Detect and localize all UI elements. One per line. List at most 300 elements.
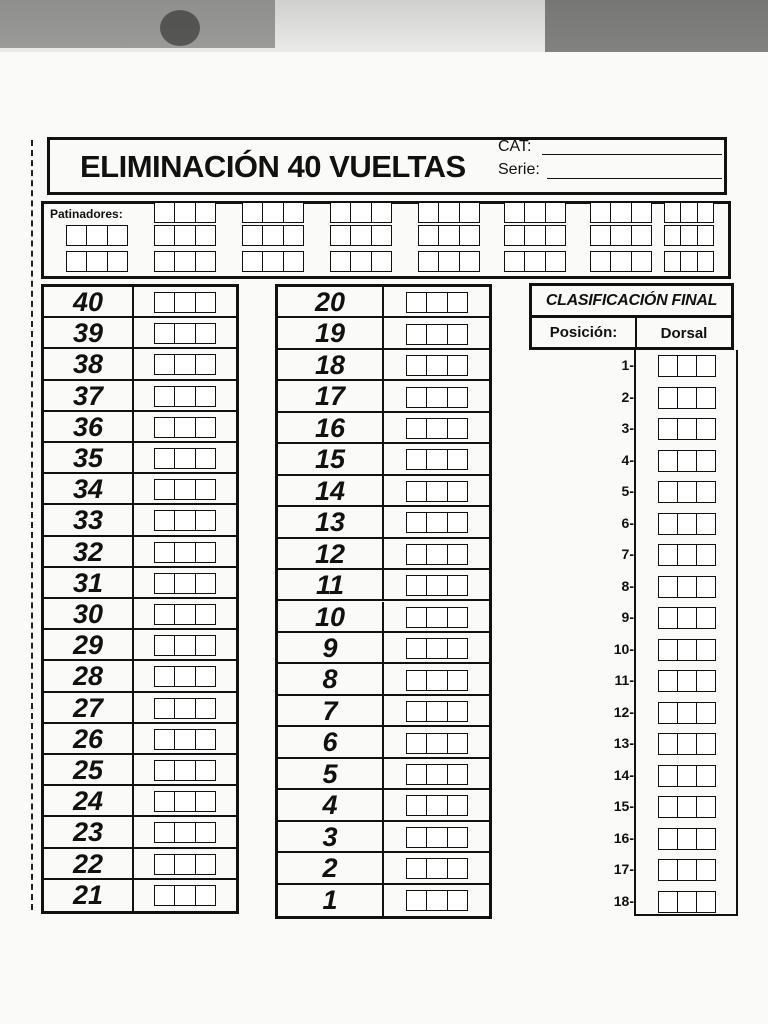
digit-cell[interactable] xyxy=(697,514,715,534)
digit-cell[interactable] xyxy=(697,545,715,565)
digit-cell[interactable] xyxy=(448,828,467,847)
final-dorsal-field[interactable] xyxy=(658,859,716,881)
digit-cell[interactable] xyxy=(372,226,391,245)
digit-cell[interactable] xyxy=(665,203,681,222)
digit-cell[interactable] xyxy=(196,761,215,780)
digit-cell[interactable] xyxy=(427,545,447,564)
digit-cell[interactable] xyxy=(175,355,195,374)
final-dorsal-field[interactable] xyxy=(658,513,716,535)
lap-dorsal-field[interactable] xyxy=(406,890,468,911)
digit-cell[interactable] xyxy=(678,514,697,534)
digit-cell[interactable] xyxy=(175,543,195,562)
lap-dorsal-field[interactable] xyxy=(154,666,216,687)
patinador-number[interactable] xyxy=(664,225,714,246)
digit-cell[interactable] xyxy=(427,450,447,469)
digit-cell[interactable] xyxy=(678,734,697,754)
lap-dorsal-field[interactable] xyxy=(406,355,468,376)
digit-cell[interactable] xyxy=(331,226,351,245)
digit-cell[interactable] xyxy=(155,355,175,374)
lap-dorsal-field[interactable] xyxy=(154,635,216,656)
digit-cell[interactable] xyxy=(448,325,467,344)
digit-cell[interactable] xyxy=(427,702,447,721)
digit-cell[interactable] xyxy=(196,730,215,749)
digit-cell[interactable] xyxy=(87,226,107,245)
digit-cell[interactable] xyxy=(659,860,678,880)
lap-dorsal-field[interactable] xyxy=(406,512,468,533)
digit-cell[interactable] xyxy=(697,640,715,660)
patinador-number[interactable] xyxy=(664,251,714,272)
digit-cell[interactable] xyxy=(108,252,127,271)
digit-cell[interactable] xyxy=(155,667,175,686)
lap-dorsal-field[interactable] xyxy=(154,885,216,906)
digit-cell[interactable] xyxy=(665,226,681,245)
digit-cell[interactable] xyxy=(407,450,427,469)
digit-cell[interactable] xyxy=(196,252,215,271)
digit-cell[interactable] xyxy=(407,891,427,910)
lap-dorsal-field[interactable] xyxy=(154,323,216,344)
digit-cell[interactable] xyxy=(659,419,678,439)
digit-cell[interactable] xyxy=(427,891,447,910)
digit-cell[interactable] xyxy=(659,451,678,471)
digit-cell[interactable] xyxy=(697,356,715,376)
patinador-number[interactable] xyxy=(418,251,480,272)
digit-cell[interactable] xyxy=(697,766,715,786)
lap-dorsal-field[interactable] xyxy=(406,292,468,313)
lap-dorsal-field[interactable] xyxy=(406,858,468,879)
digit-cell[interactable] xyxy=(427,796,447,815)
digit-cell[interactable] xyxy=(525,252,545,271)
digit-cell[interactable] xyxy=(87,252,107,271)
digit-cell[interactable] xyxy=(407,513,427,532)
digit-cell[interactable] xyxy=(460,203,479,222)
digit-cell[interactable] xyxy=(407,325,427,344)
digit-cell[interactable] xyxy=(175,293,195,312)
digit-cell[interactable] xyxy=(505,203,525,222)
digit-cell[interactable] xyxy=(697,829,715,849)
digit-cell[interactable] xyxy=(659,892,678,912)
digit-cell[interactable] xyxy=(659,356,678,376)
digit-cell[interactable] xyxy=(175,792,195,811)
digit-cell[interactable] xyxy=(448,671,467,690)
final-dorsal-field[interactable] xyxy=(658,891,716,913)
digit-cell[interactable] xyxy=(155,418,175,437)
digit-cell[interactable] xyxy=(284,252,303,271)
digit-cell[interactable] xyxy=(632,203,651,222)
patinador-number[interactable] xyxy=(66,251,128,272)
digit-cell[interactable] xyxy=(196,387,215,406)
digit-cell[interactable] xyxy=(155,761,175,780)
digit-cell[interactable] xyxy=(284,203,303,222)
digit-cell[interactable] xyxy=(196,855,215,874)
patinador-number[interactable] xyxy=(590,251,652,272)
digit-cell[interactable] xyxy=(196,605,215,624)
digit-cell[interactable] xyxy=(546,252,565,271)
digit-cell[interactable] xyxy=(546,226,565,245)
digit-cell[interactable] xyxy=(155,886,175,905)
lap-dorsal-field[interactable] xyxy=(154,417,216,438)
lap-dorsal-field[interactable] xyxy=(406,795,468,816)
digit-cell[interactable] xyxy=(448,639,467,658)
digit-cell[interactable] xyxy=(419,203,439,222)
digit-cell[interactable] xyxy=(351,226,371,245)
digit-cell[interactable] xyxy=(155,636,175,655)
digit-cell[interactable] xyxy=(155,792,175,811)
digit-cell[interactable] xyxy=(448,796,467,815)
digit-cell[interactable] xyxy=(448,608,467,627)
digit-cell[interactable] xyxy=(351,203,371,222)
digit-cell[interactable] xyxy=(427,859,447,878)
digit-cell[interactable] xyxy=(697,797,715,817)
digit-cell[interactable] xyxy=(427,482,447,501)
digit-cell[interactable] xyxy=(372,252,391,271)
digit-cell[interactable] xyxy=(196,792,215,811)
digit-cell[interactable] xyxy=(67,226,87,245)
patinador-number[interactable] xyxy=(418,202,480,223)
final-dorsal-field[interactable] xyxy=(658,639,716,661)
digit-cell[interactable] xyxy=(427,388,447,407)
digit-cell[interactable] xyxy=(175,203,195,222)
patinador-number[interactable] xyxy=(242,251,304,272)
digit-cell[interactable] xyxy=(678,419,697,439)
digit-cell[interactable] xyxy=(196,636,215,655)
lap-dorsal-field[interactable] xyxy=(154,386,216,407)
digit-cell[interactable] xyxy=(448,482,467,501)
digit-cell[interactable] xyxy=(591,252,611,271)
digit-cell[interactable] xyxy=(678,892,697,912)
digit-cell[interactable] xyxy=(611,226,631,245)
lap-dorsal-field[interactable] xyxy=(154,854,216,875)
lap-dorsal-field[interactable] xyxy=(154,729,216,750)
digit-cell[interactable] xyxy=(196,543,215,562)
digit-cell[interactable] xyxy=(419,226,439,245)
digit-cell[interactable] xyxy=(678,860,697,880)
digit-cell[interactable] xyxy=(196,418,215,437)
cat-field[interactable] xyxy=(542,154,722,155)
patinador-number[interactable] xyxy=(154,251,216,272)
final-dorsal-field[interactable] xyxy=(658,387,716,409)
lap-dorsal-field[interactable] xyxy=(406,827,468,848)
digit-cell[interactable] xyxy=(659,766,678,786)
digit-cell[interactable] xyxy=(659,545,678,565)
digit-cell[interactable] xyxy=(175,855,195,874)
lap-dorsal-field[interactable] xyxy=(154,510,216,531)
digit-cell[interactable] xyxy=(448,734,467,753)
digit-cell[interactable] xyxy=(439,203,459,222)
patinador-number[interactable] xyxy=(330,202,392,223)
digit-cell[interactable] xyxy=(196,449,215,468)
digit-cell[interactable] xyxy=(407,859,427,878)
digit-cell[interactable] xyxy=(175,667,195,686)
digit-cell[interactable] xyxy=(372,203,391,222)
digit-cell[interactable] xyxy=(108,226,127,245)
digit-cell[interactable] xyxy=(427,765,447,784)
digit-cell[interactable] xyxy=(175,418,195,437)
lap-dorsal-field[interactable] xyxy=(406,481,468,502)
digit-cell[interactable] xyxy=(460,252,479,271)
digit-cell[interactable] xyxy=(427,356,447,375)
lap-dorsal-field[interactable] xyxy=(154,354,216,375)
final-dorsal-field[interactable] xyxy=(658,796,716,818)
digit-cell[interactable] xyxy=(439,252,459,271)
digit-cell[interactable] xyxy=(697,577,715,597)
patinador-number[interactable] xyxy=(330,251,392,272)
digit-cell[interactable] xyxy=(448,859,467,878)
digit-cell[interactable] xyxy=(407,576,427,595)
digit-cell[interactable] xyxy=(678,545,697,565)
lap-dorsal-field[interactable] xyxy=(406,387,468,408)
digit-cell[interactable] xyxy=(678,388,697,408)
digit-cell[interactable] xyxy=(546,203,565,222)
digit-cell[interactable] xyxy=(448,450,467,469)
digit-cell[interactable] xyxy=(659,388,678,408)
digit-cell[interactable] xyxy=(659,703,678,723)
digit-cell[interactable] xyxy=(678,797,697,817)
digit-cell[interactable] xyxy=(196,886,215,905)
digit-cell[interactable] xyxy=(196,511,215,530)
digit-cell[interactable] xyxy=(155,855,175,874)
digit-cell[interactable] xyxy=(243,203,263,222)
digit-cell[interactable] xyxy=(155,574,175,593)
final-dorsal-field[interactable] xyxy=(658,576,716,598)
digit-cell[interactable] xyxy=(155,203,175,222)
patinador-number[interactable] xyxy=(504,251,566,272)
patinador-number[interactable] xyxy=(242,202,304,223)
digit-cell[interactable] xyxy=(175,449,195,468)
lap-dorsal-field[interactable] xyxy=(154,479,216,500)
digit-cell[interactable] xyxy=(196,203,215,222)
final-dorsal-field[interactable] xyxy=(658,828,716,850)
digit-cell[interactable] xyxy=(155,387,175,406)
final-dorsal-field[interactable] xyxy=(658,544,716,566)
digit-cell[interactable] xyxy=(175,823,195,842)
final-dorsal-field[interactable] xyxy=(658,765,716,787)
digit-cell[interactable] xyxy=(632,252,651,271)
digit-cell[interactable] xyxy=(697,860,715,880)
final-dorsal-field[interactable] xyxy=(658,418,716,440)
digit-cell[interactable] xyxy=(697,451,715,471)
digit-cell[interactable] xyxy=(460,226,479,245)
digit-cell[interactable] xyxy=(697,608,715,628)
digit-cell[interactable] xyxy=(407,356,427,375)
digit-cell[interactable] xyxy=(681,203,697,222)
digit-cell[interactable] xyxy=(678,608,697,628)
digit-cell[interactable] xyxy=(427,828,447,847)
final-dorsal-field[interactable] xyxy=(658,481,716,503)
digit-cell[interactable] xyxy=(659,671,678,691)
digit-cell[interactable] xyxy=(407,796,427,815)
digit-cell[interactable] xyxy=(175,699,195,718)
digit-cell[interactable] xyxy=(155,511,175,530)
digit-cell[interactable] xyxy=(505,252,525,271)
lap-dorsal-field[interactable] xyxy=(406,544,468,565)
digit-cell[interactable] xyxy=(175,226,195,245)
final-dorsal-field[interactable] xyxy=(658,607,716,629)
digit-cell[interactable] xyxy=(678,356,697,376)
patinador-number[interactable] xyxy=(330,225,392,246)
digit-cell[interactable] xyxy=(697,734,715,754)
patinador-number[interactable] xyxy=(154,225,216,246)
digit-cell[interactable] xyxy=(196,667,215,686)
lap-dorsal-field[interactable] xyxy=(406,575,468,596)
digit-cell[interactable] xyxy=(155,605,175,624)
digit-cell[interactable] xyxy=(611,252,631,271)
lap-dorsal-field[interactable] xyxy=(406,324,468,345)
digit-cell[interactable] xyxy=(448,891,467,910)
lap-dorsal-field[interactable] xyxy=(154,604,216,625)
final-dorsal-field[interactable] xyxy=(658,733,716,755)
digit-cell[interactable] xyxy=(175,605,195,624)
digit-cell[interactable] xyxy=(678,829,697,849)
digit-cell[interactable] xyxy=(175,511,195,530)
digit-cell[interactable] xyxy=(407,671,427,690)
patinador-number[interactable] xyxy=(154,202,216,223)
digit-cell[interactable] xyxy=(407,765,427,784)
digit-cell[interactable] xyxy=(331,252,351,271)
digit-cell[interactable] xyxy=(407,734,427,753)
digit-cell[interactable] xyxy=(196,480,215,499)
lap-dorsal-field[interactable] xyxy=(406,449,468,470)
digit-cell[interactable] xyxy=(196,324,215,343)
digit-cell[interactable] xyxy=(678,671,697,691)
digit-cell[interactable] xyxy=(407,545,427,564)
digit-cell[interactable] xyxy=(427,576,447,595)
digit-cell[interactable] xyxy=(697,419,715,439)
digit-cell[interactable] xyxy=(697,892,715,912)
digit-cell[interactable] xyxy=(698,226,713,245)
digit-cell[interactable] xyxy=(439,226,459,245)
digit-cell[interactable] xyxy=(697,388,715,408)
digit-cell[interactable] xyxy=(419,252,439,271)
digit-cell[interactable] xyxy=(678,482,697,502)
digit-cell[interactable] xyxy=(243,226,263,245)
lap-dorsal-field[interactable] xyxy=(154,542,216,563)
digit-cell[interactable] xyxy=(155,730,175,749)
digit-cell[interactable] xyxy=(665,252,681,271)
lap-dorsal-field[interactable] xyxy=(406,638,468,659)
digit-cell[interactable] xyxy=(427,513,447,532)
digit-cell[interactable] xyxy=(681,226,697,245)
digit-cell[interactable] xyxy=(196,293,215,312)
digit-cell[interactable] xyxy=(697,482,715,502)
digit-cell[interactable] xyxy=(155,823,175,842)
lap-dorsal-field[interactable] xyxy=(154,822,216,843)
digit-cell[interactable] xyxy=(448,356,467,375)
digit-cell[interactable] xyxy=(697,703,715,723)
digit-cell[interactable] xyxy=(407,702,427,721)
digit-cell[interactable] xyxy=(427,419,447,438)
digit-cell[interactable] xyxy=(525,226,545,245)
digit-cell[interactable] xyxy=(175,387,195,406)
lap-dorsal-field[interactable] xyxy=(406,607,468,628)
patinador-number[interactable] xyxy=(418,225,480,246)
digit-cell[interactable] xyxy=(263,226,283,245)
digit-cell[interactable] xyxy=(196,355,215,374)
digit-cell[interactable] xyxy=(196,574,215,593)
final-dorsal-field[interactable] xyxy=(658,355,716,377)
digit-cell[interactable] xyxy=(407,419,427,438)
serie-field[interactable] xyxy=(547,178,722,179)
lap-dorsal-field[interactable] xyxy=(154,448,216,469)
digit-cell[interactable] xyxy=(427,639,447,658)
digit-cell[interactable] xyxy=(407,608,427,627)
digit-cell[interactable] xyxy=(659,797,678,817)
digit-cell[interactable] xyxy=(448,576,467,595)
lap-dorsal-field[interactable] xyxy=(406,733,468,754)
final-dorsal-field[interactable] xyxy=(658,702,716,724)
digit-cell[interactable] xyxy=(427,325,447,344)
digit-cell[interactable] xyxy=(175,730,195,749)
digit-cell[interactable] xyxy=(681,252,697,271)
patinador-number[interactable] xyxy=(590,225,652,246)
lap-dorsal-field[interactable] xyxy=(406,418,468,439)
digit-cell[interactable] xyxy=(448,702,467,721)
digit-cell[interactable] xyxy=(678,577,697,597)
digit-cell[interactable] xyxy=(407,293,427,312)
lap-dorsal-field[interactable] xyxy=(154,573,216,594)
digit-cell[interactable] xyxy=(155,252,175,271)
final-dorsal-field[interactable] xyxy=(658,670,716,692)
digit-cell[interactable] xyxy=(196,823,215,842)
digit-cell[interactable] xyxy=(591,203,611,222)
digit-cell[interactable] xyxy=(698,203,713,222)
lap-dorsal-field[interactable] xyxy=(154,760,216,781)
digit-cell[interactable] xyxy=(243,252,263,271)
digit-cell[interactable] xyxy=(175,761,195,780)
lap-dorsal-field[interactable] xyxy=(406,701,468,722)
patinador-number[interactable] xyxy=(242,225,304,246)
digit-cell[interactable] xyxy=(155,543,175,562)
lap-dorsal-field[interactable] xyxy=(406,670,468,691)
patinador-number[interactable] xyxy=(504,202,566,223)
digit-cell[interactable] xyxy=(155,324,175,343)
digit-cell[interactable] xyxy=(697,671,715,691)
patinador-number[interactable] xyxy=(66,225,128,246)
final-dorsal-field[interactable] xyxy=(658,450,716,472)
digit-cell[interactable] xyxy=(175,480,195,499)
lap-dorsal-field[interactable] xyxy=(154,292,216,313)
digit-cell[interactable] xyxy=(427,293,447,312)
digit-cell[interactable] xyxy=(407,482,427,501)
digit-cell[interactable] xyxy=(448,545,467,564)
digit-cell[interactable] xyxy=(155,293,175,312)
digit-cell[interactable] xyxy=(659,640,678,660)
digit-cell[interactable] xyxy=(155,699,175,718)
digit-cell[interactable] xyxy=(698,252,713,271)
digit-cell[interactable] xyxy=(505,226,525,245)
digit-cell[interactable] xyxy=(659,608,678,628)
digit-cell[interactable] xyxy=(678,451,697,471)
digit-cell[interactable] xyxy=(196,699,215,718)
digit-cell[interactable] xyxy=(591,226,611,245)
digit-cell[interactable] xyxy=(659,734,678,754)
digit-cell[interactable] xyxy=(263,252,283,271)
digit-cell[interactable] xyxy=(678,640,697,660)
digit-cell[interactable] xyxy=(175,574,195,593)
digit-cell[interactable] xyxy=(67,252,87,271)
digit-cell[interactable] xyxy=(284,226,303,245)
digit-cell[interactable] xyxy=(525,203,545,222)
digit-cell[interactable] xyxy=(659,514,678,534)
digit-cell[interactable] xyxy=(175,324,195,343)
digit-cell[interactable] xyxy=(448,293,467,312)
digit-cell[interactable] xyxy=(407,639,427,658)
digit-cell[interactable] xyxy=(659,577,678,597)
digit-cell[interactable] xyxy=(427,608,447,627)
digit-cell[interactable] xyxy=(427,671,447,690)
digit-cell[interactable] xyxy=(196,226,215,245)
digit-cell[interactable] xyxy=(448,513,467,532)
digit-cell[interactable] xyxy=(155,226,175,245)
